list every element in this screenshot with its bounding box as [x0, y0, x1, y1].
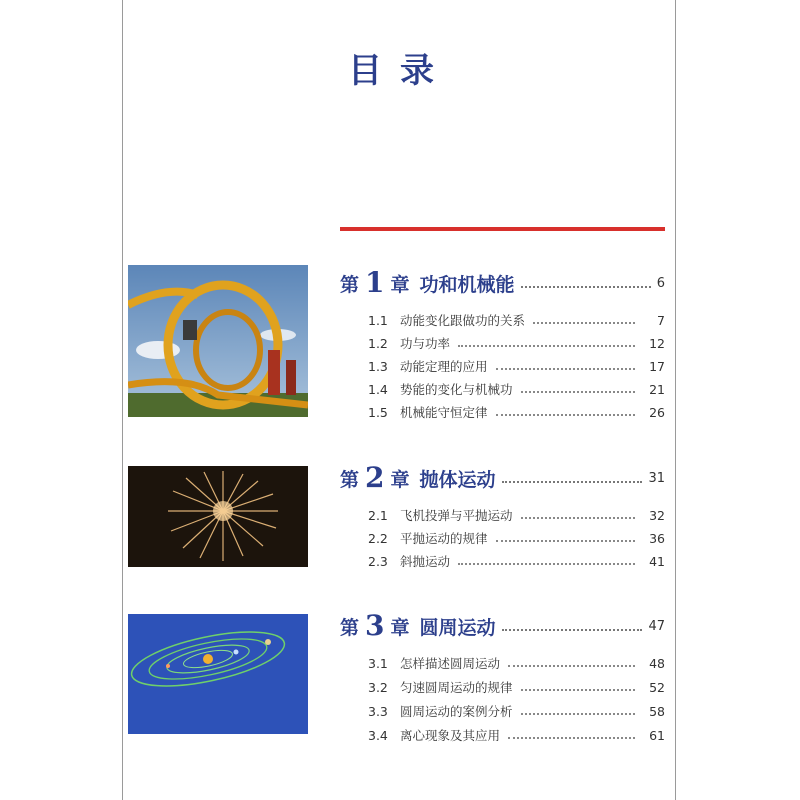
- section-number: 3.4: [368, 727, 388, 743]
- chapter-word-post: 章: [390, 468, 410, 491]
- leader-dots: [508, 665, 635, 667]
- section-title: 圆周运动的案例分析: [400, 704, 513, 719]
- leader-dots: [521, 689, 635, 691]
- section-number: 1.4: [368, 381, 388, 397]
- section-page: 48: [649, 655, 665, 671]
- section-page: 12: [649, 335, 665, 351]
- section-title: 势能的变化与机械功: [400, 382, 513, 397]
- section-page: 21: [649, 381, 665, 397]
- solar-system-illustration: [128, 614, 308, 734]
- section-page: 36: [649, 530, 665, 546]
- leader-dots: [521, 391, 635, 393]
- chapter-word-pre: 第: [340, 616, 360, 639]
- chapter-3-heading[interactable]: [340, 608, 665, 644]
- section-number: 2.3: [368, 553, 388, 569]
- section-title: 斜抛运动: [400, 554, 451, 569]
- chapter-number: 1: [365, 266, 385, 299]
- section-number: 2.1: [368, 507, 388, 523]
- roller-coaster-photo: [128, 265, 308, 417]
- chapter-number: 3: [365, 609, 385, 642]
- section-page: 26: [649, 404, 665, 420]
- section-1-2[interactable]: [368, 333, 665, 353]
- section-1-1[interactable]: [368, 310, 665, 330]
- leader-dots: [521, 517, 635, 519]
- chapter-2-heading[interactable]: [340, 460, 665, 496]
- leader-dots: [521, 713, 635, 715]
- chapter-number: 2: [365, 461, 385, 494]
- section-number: 1.1: [368, 312, 388, 328]
- section-title: 平抛运动的规律: [400, 531, 488, 546]
- section-1-5[interactable]: [368, 402, 665, 422]
- leader-dots: [502, 481, 643, 483]
- section-page: 52: [649, 679, 665, 695]
- section-number: 1.5: [368, 404, 388, 420]
- section-page: 41: [649, 553, 665, 569]
- section-3-3[interactable]: [368, 701, 665, 721]
- section-title: 动能变化跟做功的关系: [400, 313, 526, 328]
- chapter-title: 功和机械能: [419, 273, 515, 296]
- section-page: 58: [649, 703, 665, 719]
- page-title: 目录: [348, 51, 452, 91]
- leader-dots: [508, 737, 635, 739]
- chapter-word-pre: 第: [340, 468, 360, 491]
- chapter-title: 抛体运动: [419, 468, 496, 491]
- section-page: 17: [649, 358, 665, 374]
- chapter-page: 47: [648, 618, 665, 634]
- chapter-title: 圆周运动: [419, 616, 496, 639]
- section-number: 3.1: [368, 655, 388, 671]
- chapter-word-pre: 第: [340, 273, 360, 296]
- section-number: 2.2: [368, 530, 388, 546]
- section-title: 机械能守恒定律: [400, 405, 488, 420]
- leader-dots: [496, 368, 635, 370]
- section-number: 1.3: [368, 358, 388, 374]
- section-number: 3.3: [368, 703, 388, 719]
- section-title: 怎样描述圆周运动: [400, 656, 501, 671]
- section-number: 1.2: [368, 335, 388, 351]
- section-title: 匀速圆周运动的规律: [400, 680, 513, 695]
- leader-dots: [521, 286, 651, 288]
- leader-dots: [496, 414, 635, 416]
- chapter-1-heading[interactable]: [340, 265, 665, 301]
- section-page: 7: [657, 312, 665, 328]
- chapter-word-post: 章: [390, 273, 410, 296]
- leader-dots: [496, 540, 635, 542]
- section-1-3[interactable]: [368, 356, 665, 376]
- section-3-2[interactable]: [368, 677, 665, 697]
- section-title: 飞机投弹与平抛运动: [400, 508, 513, 523]
- section-2-2[interactable]: [368, 528, 665, 548]
- chapter-page: 31: [648, 470, 665, 486]
- section-title: 离心现象及其应用: [400, 728, 501, 743]
- leader-dots: [502, 629, 643, 631]
- section-2-3[interactable]: [368, 551, 665, 571]
- section-1-4[interactable]: [368, 379, 665, 399]
- leader-dots: [533, 322, 635, 324]
- leader-dots: [458, 563, 635, 565]
- chapter-word-post: 章: [390, 616, 410, 639]
- fireworks-photo: [128, 466, 308, 567]
- red-divider: [340, 227, 665, 231]
- section-title: 动能定理的应用: [400, 359, 488, 374]
- section-2-1[interactable]: [368, 505, 665, 525]
- section-3-4[interactable]: [368, 725, 665, 745]
- section-number: 3.2: [368, 679, 388, 695]
- chapter-page: 6: [656, 275, 665, 291]
- section-title: 功与功率: [400, 336, 451, 351]
- section-page: 32: [649, 507, 665, 523]
- leader-dots: [458, 345, 635, 347]
- section-3-1[interactable]: [368, 653, 665, 673]
- section-page: 61: [649, 727, 665, 743]
